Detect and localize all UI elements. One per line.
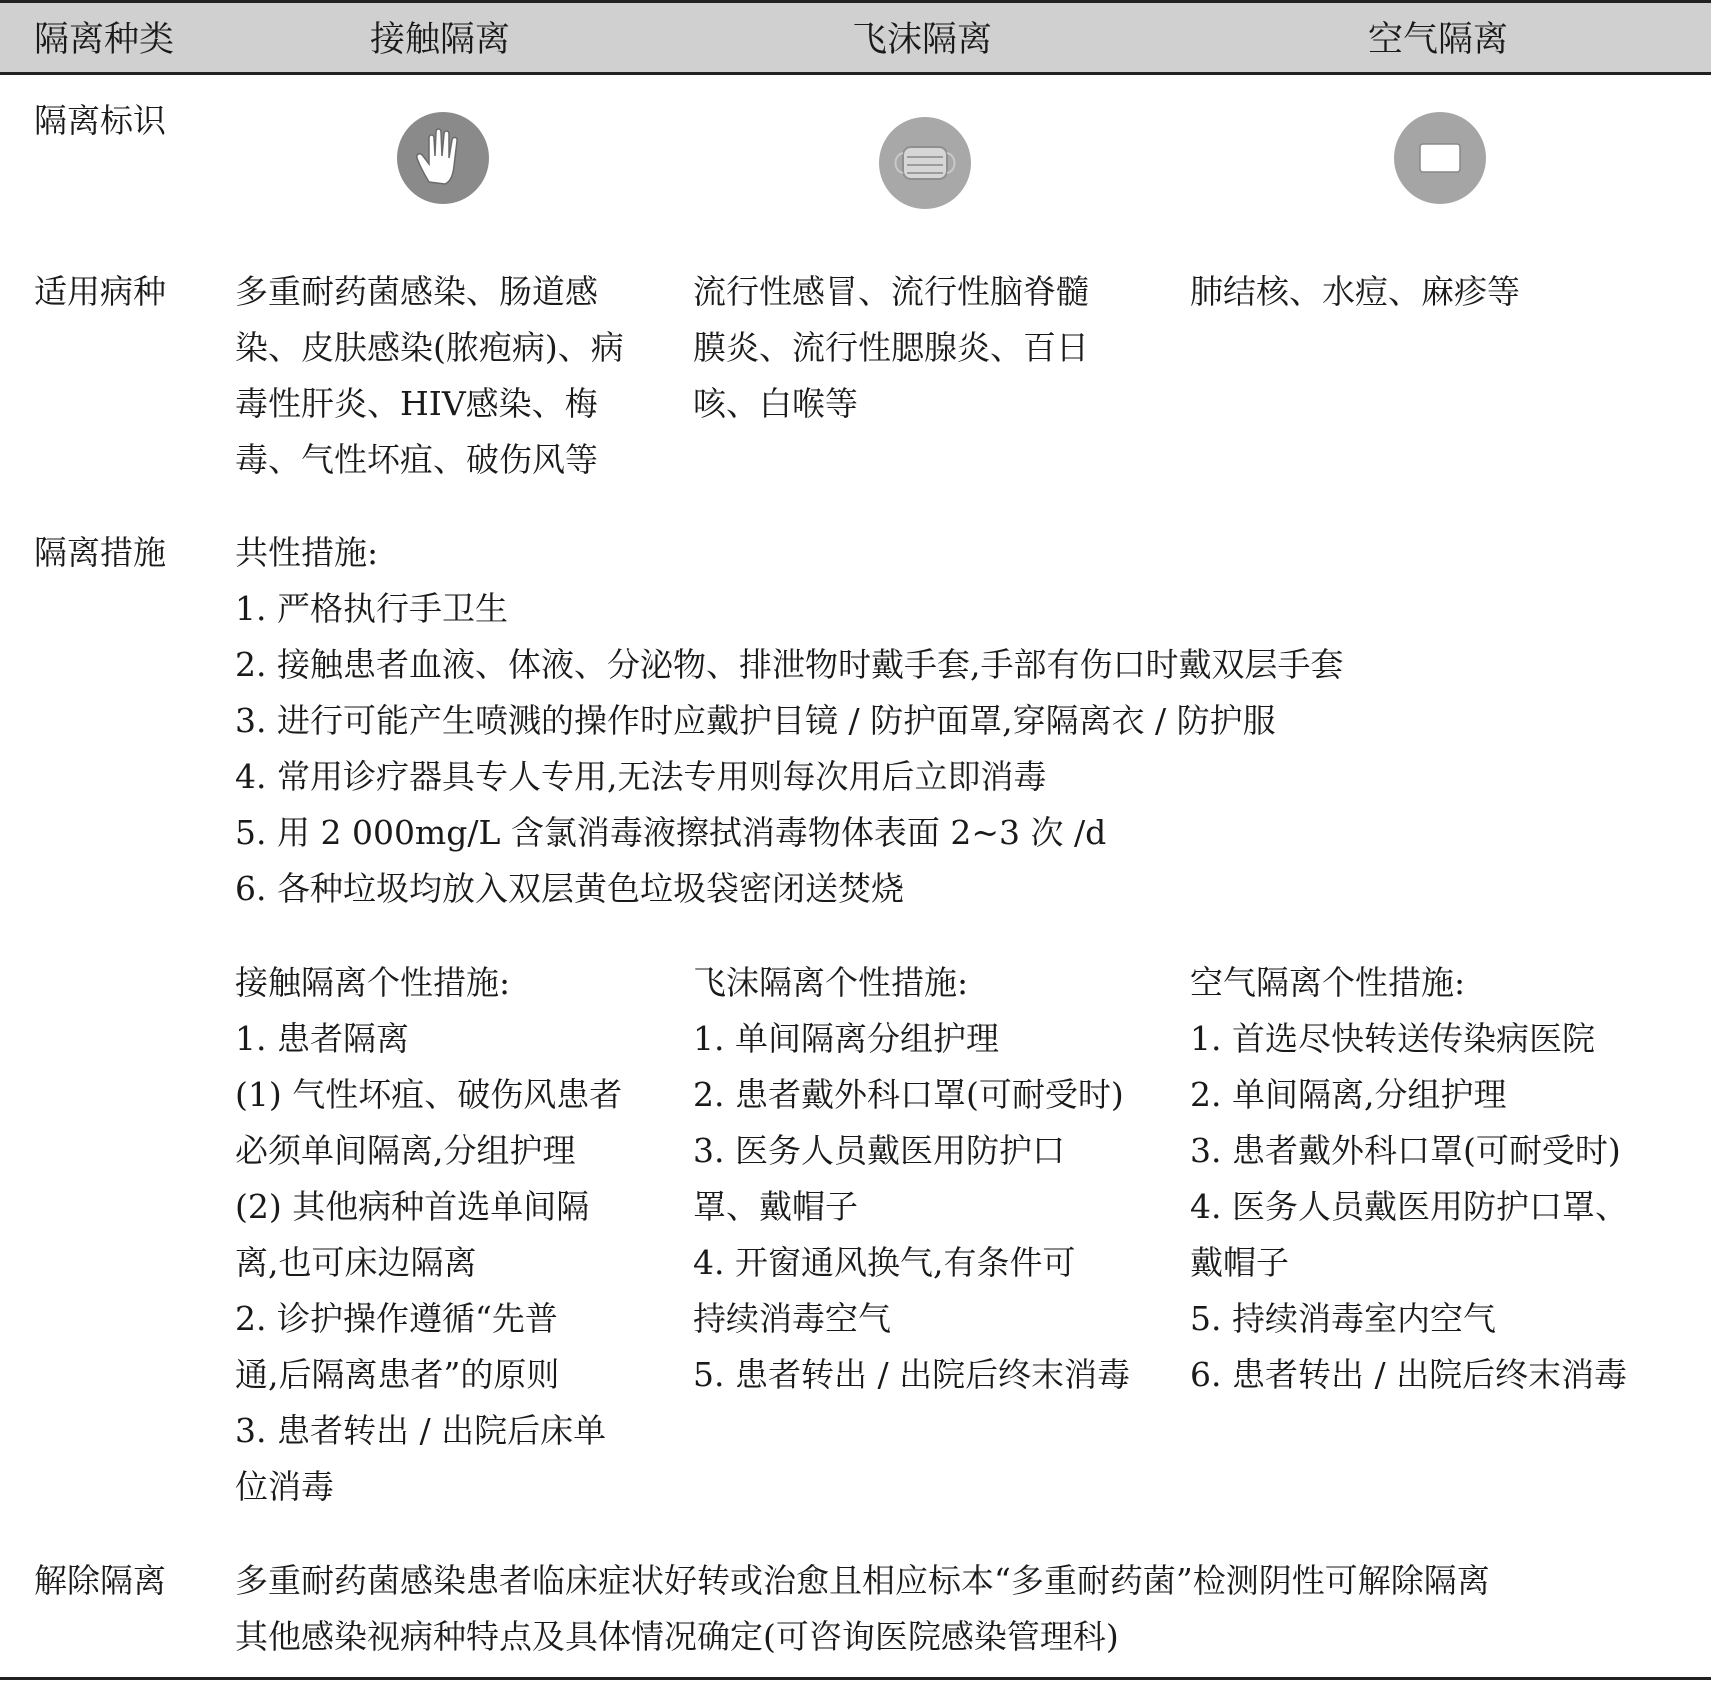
room-icon <box>1392 110 1488 206</box>
row-label-measures: 隔离措施 <box>34 533 166 572</box>
hand-icon <box>395 110 491 206</box>
mask-icon <box>877 115 973 211</box>
droplet-specific-line: 飞沫隔离个性措施: <box>693 963 969 1002</box>
header-air: 空气隔离 <box>1368 20 1509 60</box>
droplet-specific-line: 2. 患者戴外科口罩(可耐受时) <box>693 1075 1124 1114</box>
contact-specific-line: 2. 诊护操作遵循“先普 <box>235 1299 558 1338</box>
table-bottom-rule <box>0 1677 1711 1680</box>
contact-disease-line: 毒、气性坏疽、破伤风等 <box>235 440 598 479</box>
common-measure-item: 4. 常用诊疗器具专人专用,无法专用则每次用后立即消毒 <box>235 757 1047 796</box>
air-specific-line: 空气隔离个性措施: <box>1190 963 1466 1002</box>
droplet-specific-line: 1. 单间隔离分组护理 <box>693 1019 999 1058</box>
header-contact: 接触隔离 <box>370 20 511 60</box>
common-measure-item: 3. 进行可能产生喷溅的操作时应戴护目镜 / 防护面罩,穿隔离衣 / 防护服 <box>235 701 1276 740</box>
contact-disease-line: 多重耐药菌感染、肠道感 <box>235 272 598 311</box>
contact-specific-line: 必须单间隔离,分组护理 <box>235 1131 576 1170</box>
row-label-signs: 隔离标识 <box>34 101 166 140</box>
contact-specific-line: 3. 患者转出 / 出院后床单 <box>235 1411 607 1450</box>
droplet-specific-line: 4. 开窗通风换气,有条件可 <box>693 1243 1076 1282</box>
droplet-disease-line: 流行性感冒、流行性脑脊髓 <box>693 272 1089 311</box>
common-measures-title: 共性措施: <box>235 533 379 572</box>
common-measure-item: 2. 接触患者血液、体液、分泌物、排泄物时戴手套,手部有伤口时戴双层手套 <box>235 645 1344 684</box>
table-header <box>0 0 1711 75</box>
air-specific-line: 5. 持续消毒室内空气 <box>1190 1299 1496 1338</box>
air-specific-line: 6. 患者转出 / 出院后终末消毒 <box>1190 1355 1628 1394</box>
common-measure-item: 6. 各种垃圾均放入双层黄色垃圾袋密闭送焚烧 <box>235 869 904 908</box>
droplet-disease-line: 咳、白喉等 <box>693 384 858 423</box>
row-label-release: 解除隔离 <box>34 1561 166 1600</box>
contact-specific-line: 离,也可床边隔离 <box>235 1243 477 1282</box>
contact-specific-line: 接触隔离个性措施: <box>235 963 511 1002</box>
contact-specific-line: (1) 气性坏疽、破伤风患者 <box>235 1075 623 1114</box>
row-label-diseases: 适用病种 <box>34 272 166 311</box>
air-specific-line: 2. 单间隔离,分组护理 <box>1190 1075 1507 1114</box>
header-type: 隔离种类 <box>34 20 175 60</box>
common-measure-item: 1. 严格执行手卫生 <box>235 589 508 628</box>
release-line: 其他感染视病种特点及具体情况确定(可咨询医院感染管理科) <box>235 1617 1119 1656</box>
droplet-disease-line: 膜炎、流行性腮腺炎、百日 <box>693 328 1089 367</box>
droplet-specific-line: 持续消毒空气 <box>693 1299 891 1338</box>
contact-specific-line: (2) 其他病种首选单间隔 <box>235 1187 590 1226</box>
contact-disease-line: 毒性肝炎、HIV感染、梅 <box>235 384 598 423</box>
droplet-specific-line: 罩、戴帽子 <box>693 1187 858 1226</box>
droplet-specific-line: 5. 患者转出 / 出院后终末消毒 <box>693 1355 1131 1394</box>
air-specific-line: 3. 患者戴外科口罩(可耐受时) <box>1190 1131 1621 1170</box>
air-specific-line: 戴帽子 <box>1190 1243 1289 1282</box>
air-specific-line: 4. 医务人员戴医用防护口罩、 <box>1190 1187 1628 1226</box>
contact-specific-line: 1. 患者隔离 <box>235 1019 409 1058</box>
common-measure-item: 5. 用 2 000mg/L 含氯消毒液擦拭消毒物体表面 2~3 次 /d <box>235 813 1107 852</box>
contact-specific-line: 通,后隔离患者”的原则 <box>235 1355 560 1394</box>
contact-disease-line: 染、皮肤感染(脓疱病)、病 <box>235 328 624 367</box>
header-droplet: 飞沫隔离 <box>852 20 993 60</box>
contact-specific-line: 位消毒 <box>235 1467 334 1506</box>
release-line: 多重耐药菌感染患者临床症状好转或治愈且相应标本“多重耐药菌”检测阴性可解除隔离 <box>235 1561 1490 1600</box>
air-disease-line: 肺结核、水痘、麻疹等 <box>1190 272 1520 311</box>
droplet-specific-line: 3. 医务人员戴医用防护口 <box>693 1131 1065 1170</box>
air-specific-line: 1. 首选尽快转送传染病医院 <box>1190 1019 1595 1058</box>
